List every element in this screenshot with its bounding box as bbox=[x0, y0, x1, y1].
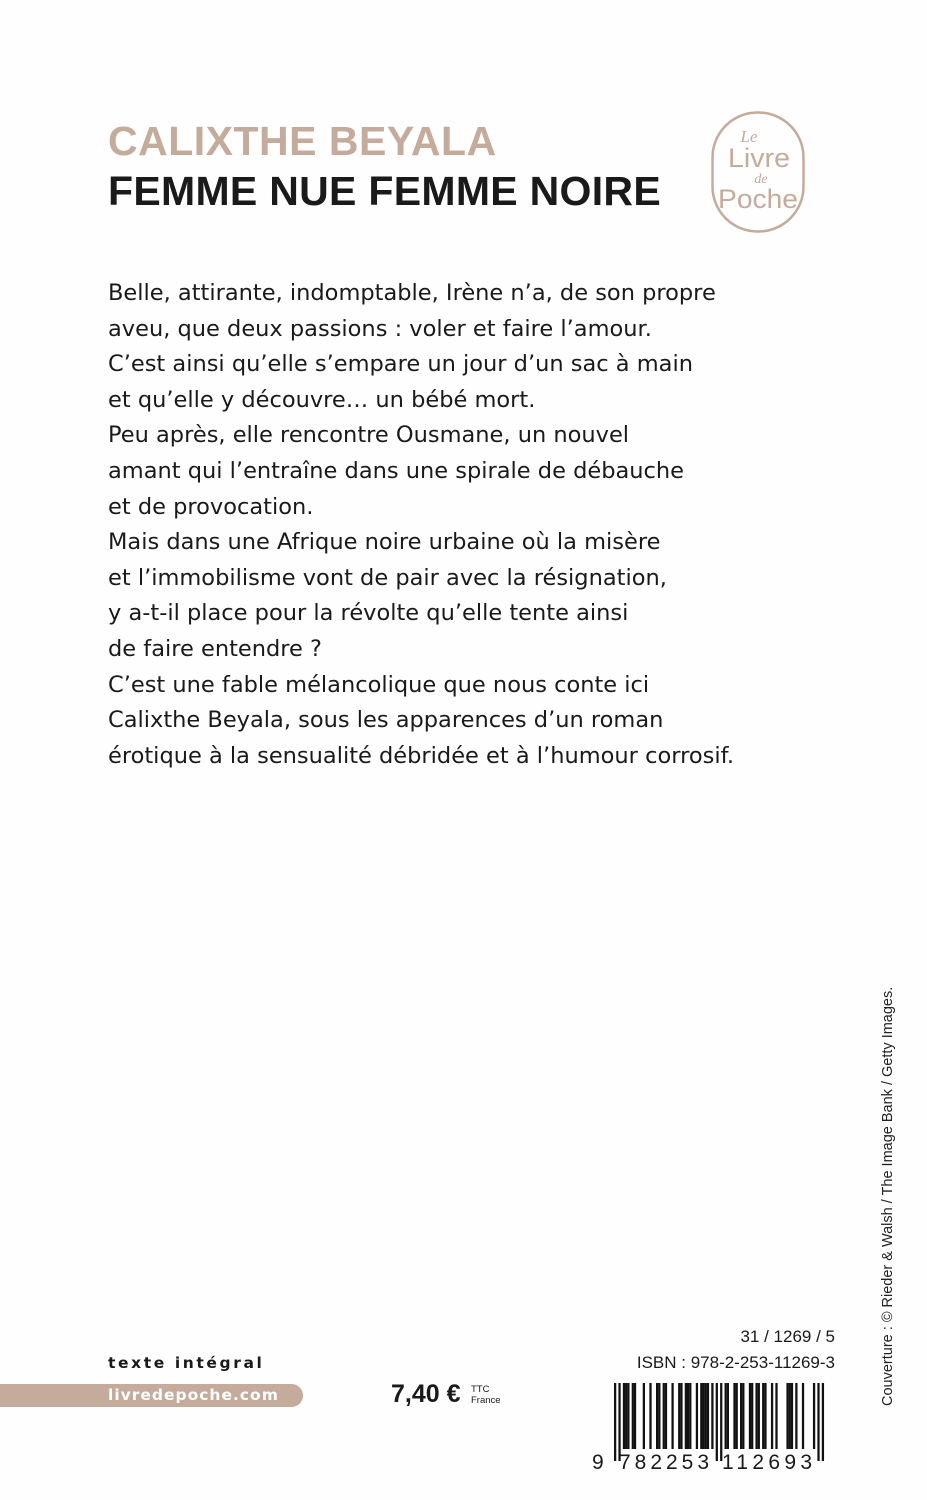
barcode-bar bbox=[813, 1383, 815, 1449]
barcode-bar bbox=[720, 1383, 722, 1461]
ean13-barcode bbox=[590, 1383, 830, 1473]
blurb-line: Peu après, elle rencontre Ousmane, un nouvel bbox=[108, 422, 630, 449]
barcode-bar bbox=[705, 1383, 707, 1449]
barcode-bar bbox=[755, 1383, 757, 1449]
price-note-france: France bbox=[471, 1395, 501, 1406]
barcode-bar bbox=[671, 1383, 673, 1449]
blurb-line: amant qui l’entraîne dans une spirale de débauche bbox=[108, 457, 685, 484]
barcode-bar bbox=[632, 1383, 634, 1449]
website-link[interactable]: livredepoche.com bbox=[108, 1386, 279, 1404]
barcode-bar bbox=[665, 1383, 667, 1449]
logo-livre: Livre bbox=[728, 143, 790, 173]
barcode-bar bbox=[696, 1383, 698, 1449]
barcode-bar bbox=[625, 1383, 627, 1449]
barcode-bar bbox=[725, 1383, 727, 1449]
barcode-digit-first: 9 bbox=[592, 1451, 604, 1473]
blurb-line: y a-t-il place pour la révolte qu’elle tente ainsi bbox=[108, 600, 629, 627]
blurb-line: érotique à la sensualité débridée et à l’humour corrosif. bbox=[108, 742, 735, 769]
barcode-bar bbox=[663, 1383, 665, 1449]
barcode-bar bbox=[727, 1383, 729, 1449]
barcode-bar bbox=[687, 1383, 689, 1449]
barcode-bar bbox=[791, 1383, 793, 1449]
barcode-bar bbox=[758, 1383, 760, 1449]
barcode-bar bbox=[707, 1383, 709, 1449]
barcode-bar bbox=[733, 1383, 735, 1449]
barcode-bar bbox=[762, 1383, 764, 1449]
barcode-bar bbox=[623, 1383, 625, 1449]
barcode-bar bbox=[736, 1383, 738, 1449]
barcode-bar bbox=[716, 1383, 718, 1461]
barcode-bar bbox=[678, 1383, 680, 1449]
blurb-line: et de provocation. bbox=[108, 493, 314, 520]
isbn: ISBN : 978-2-253-11269-3 bbox=[636, 1353, 835, 1372]
barcode-bar bbox=[634, 1383, 636, 1449]
back-cover-blurb bbox=[108, 276, 828, 774]
author-name: CALIXTHE BEYALA bbox=[108, 118, 497, 164]
barcode-bar bbox=[649, 1383, 651, 1449]
price-note bbox=[471, 1384, 501, 1406]
blurb-line: C’est ainsi qu’elle s’empare un jour d’un sac à main bbox=[108, 351, 693, 378]
barcode-bar bbox=[802, 1383, 804, 1449]
barcode-bar bbox=[740, 1383, 742, 1449]
barcode-bar bbox=[700, 1383, 702, 1449]
blurb-line: Mais dans une Afrique noire urbaine où la misère bbox=[108, 529, 661, 556]
barcode-bar bbox=[742, 1383, 744, 1449]
barcode-bar bbox=[685, 1383, 687, 1449]
blurb-line: aveu, que deux passions : voler et faire l’amour. bbox=[108, 315, 652, 342]
logo-de: de bbox=[754, 172, 768, 187]
blurb-line: de faire entendre ? bbox=[108, 635, 322, 662]
barcode-bar bbox=[689, 1383, 691, 1449]
logo-le: Le bbox=[740, 127, 758, 146]
barcode-bar bbox=[656, 1383, 658, 1449]
barcode-bar bbox=[822, 1383, 824, 1461]
barcode-bar bbox=[749, 1383, 751, 1449]
catalog-code: 31 / 1269 / 5 bbox=[740, 1327, 835, 1346]
barcode-bar bbox=[711, 1383, 713, 1449]
price-note-ttc: TTC bbox=[471, 1384, 490, 1395]
barcode-bar bbox=[786, 1383, 788, 1449]
blurb-line: et l’immobilisme vont de pair avec la résignation, bbox=[108, 564, 667, 591]
barcode-digits-right: 112693 bbox=[722, 1451, 812, 1473]
blurb-line: C’est une fable mélancolique que nous conte ici bbox=[108, 671, 650, 698]
barcode-bar bbox=[702, 1383, 704, 1449]
texte-integral-label: texte intégral bbox=[108, 1354, 265, 1372]
blurb-line: et qu’elle y découvre… un bébé mort. bbox=[108, 386, 536, 413]
blurb-line: Calixthe Beyala, sous les apparences d’un roman bbox=[108, 707, 664, 734]
barcode-bar bbox=[771, 1383, 773, 1449]
barcode-bar bbox=[658, 1383, 660, 1449]
le-livre-de-poche-logo bbox=[711, 111, 805, 233]
barcode-bar bbox=[618, 1383, 620, 1461]
logo-poche: Poche bbox=[718, 184, 798, 214]
barcode-bar bbox=[680, 1383, 682, 1449]
barcode-bar bbox=[751, 1383, 753, 1449]
book-title: FEMME NUE FEMME NOIRE bbox=[108, 168, 661, 214]
barcode-digits-left: 782253 bbox=[619, 1451, 709, 1473]
blurb-line: Belle, attirante, indomptable, Irène n’a, de son propre bbox=[108, 280, 716, 306]
barcode-bar bbox=[795, 1383, 797, 1449]
price: 7,40 € bbox=[391, 1380, 461, 1408]
cover-credit: Couverture : © Rieder & Walsh / The Image Bank / Getty Images. bbox=[880, 986, 896, 1406]
barcode-bar bbox=[775, 1383, 777, 1449]
barcode-bar bbox=[817, 1383, 819, 1461]
barcode-bar bbox=[789, 1383, 791, 1449]
barcode-bar bbox=[643, 1383, 645, 1449]
barcode-bar bbox=[627, 1383, 629, 1449]
barcode-bar bbox=[614, 1383, 616, 1461]
barcode-bar bbox=[764, 1383, 766, 1449]
